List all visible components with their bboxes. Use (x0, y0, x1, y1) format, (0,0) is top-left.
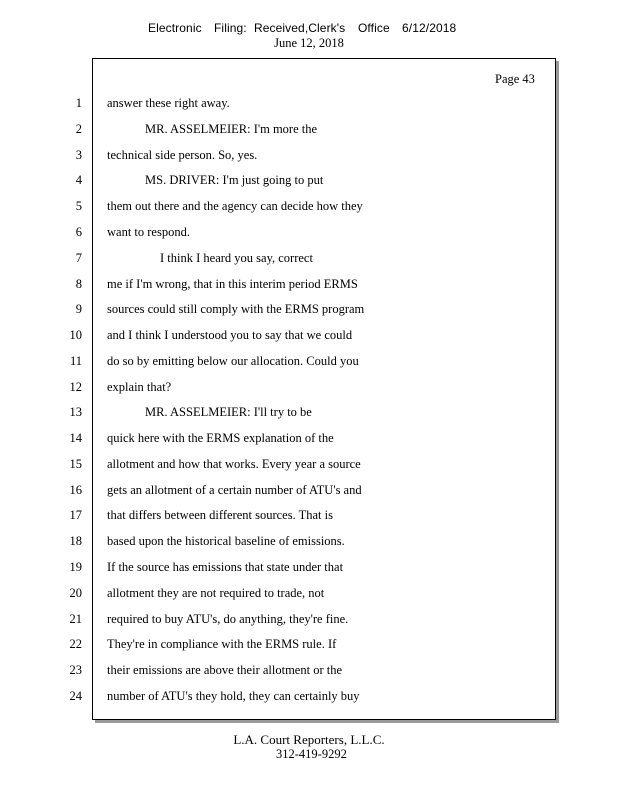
line-number: 12 (69, 380, 82, 394)
stamp-word: 6/12/2018 (402, 21, 457, 35)
line-number: 14 (69, 431, 82, 445)
line-number: 9 (75, 302, 82, 316)
transcript-line: required to buy ATU's, do anything, they're fine. (107, 612, 349, 626)
line-number: 7 (75, 251, 82, 265)
transcript-line: technical side person. So, yes. (107, 148, 258, 162)
stamp-word: Received,Clerk's (254, 21, 346, 35)
line-number: 5 (75, 199, 82, 213)
line-number: 20 (69, 586, 82, 600)
transcript-line: They're in compliance with the ERMS rule. If (107, 637, 337, 651)
line-number: 21 (69, 612, 82, 626)
transcript-line: gets an allotment of a certain number of ATU's and (107, 483, 362, 497)
transcript-line: allotment they are not required to trade, not (107, 586, 325, 600)
transcript-line: want to respond. (107, 225, 190, 239)
line-number: 13 (69, 405, 82, 419)
line-number: 19 (69, 560, 82, 574)
line-number: 15 (69, 457, 82, 471)
line-number: 4 (75, 173, 82, 187)
transcript-line: I think I heard you say, correct (160, 251, 313, 265)
transcript-line: quick here with the ERMS explanation of the (107, 431, 334, 445)
line-number: 22 (69, 637, 82, 651)
court-reporter-name: L.A. Court Reporters, L.L.C. (233, 732, 385, 747)
line-number: 18 (69, 534, 82, 548)
transcript-line: me if I'm wrong, that in this interim period ERMS (107, 277, 358, 291)
transcript-line: do so by emitting below our allocation. Could you (107, 354, 359, 368)
stamp-word: Office (358, 21, 390, 35)
line-number: 8 (75, 277, 82, 291)
transcript-line: answer these right away. (107, 96, 230, 110)
transcript-line: If the source has emissions that state under that (107, 560, 344, 574)
stamp-word: Electronic (148, 21, 202, 35)
transcript-line: explain that? (107, 380, 172, 394)
transcript-line: MS. DRIVER: I'm just going to put (145, 173, 324, 187)
court-reporter-phone: 312-419-9292 (276, 747, 347, 761)
transcript-line: MR. ASSELMEIER: I'll try to be (145, 405, 312, 419)
line-number: 11 (69, 354, 82, 368)
line-number: 23 (69, 663, 82, 677)
line-number: 17 (69, 508, 82, 522)
line-number: 3 (75, 148, 82, 162)
stamp-word: Filing: (214, 21, 247, 35)
transcript-line: sources could still comply with the ERMS program (107, 302, 365, 316)
transcript-line: their emissions are above their allotment or the (107, 663, 342, 677)
line-number: 10 (69, 328, 82, 342)
line-number: 1 (75, 96, 82, 110)
line-number: 2 (75, 122, 82, 136)
transcript-line: MR. ASSELMEIER: I'm more the (145, 122, 318, 136)
line-number: 16 (69, 483, 82, 497)
transcript-line: that differs between different sources. That is (107, 508, 333, 522)
page-number: Page 43 (495, 72, 535, 86)
line-number: 24 (69, 689, 82, 703)
transcript-line: based upon the historical baseline of emissions. (107, 534, 345, 548)
transcript-line: allotment and how that works. Every year a source (107, 457, 361, 471)
transcript-line: them out there and the agency can decide how they (107, 199, 363, 213)
transcript-line: and I think I understood you to say that we could (107, 328, 353, 342)
transcript-date: June 12, 2018 (274, 36, 344, 50)
line-number: 6 (75, 225, 82, 239)
transcript-line: number of ATU's they hold, they can certainly buy (107, 689, 360, 703)
